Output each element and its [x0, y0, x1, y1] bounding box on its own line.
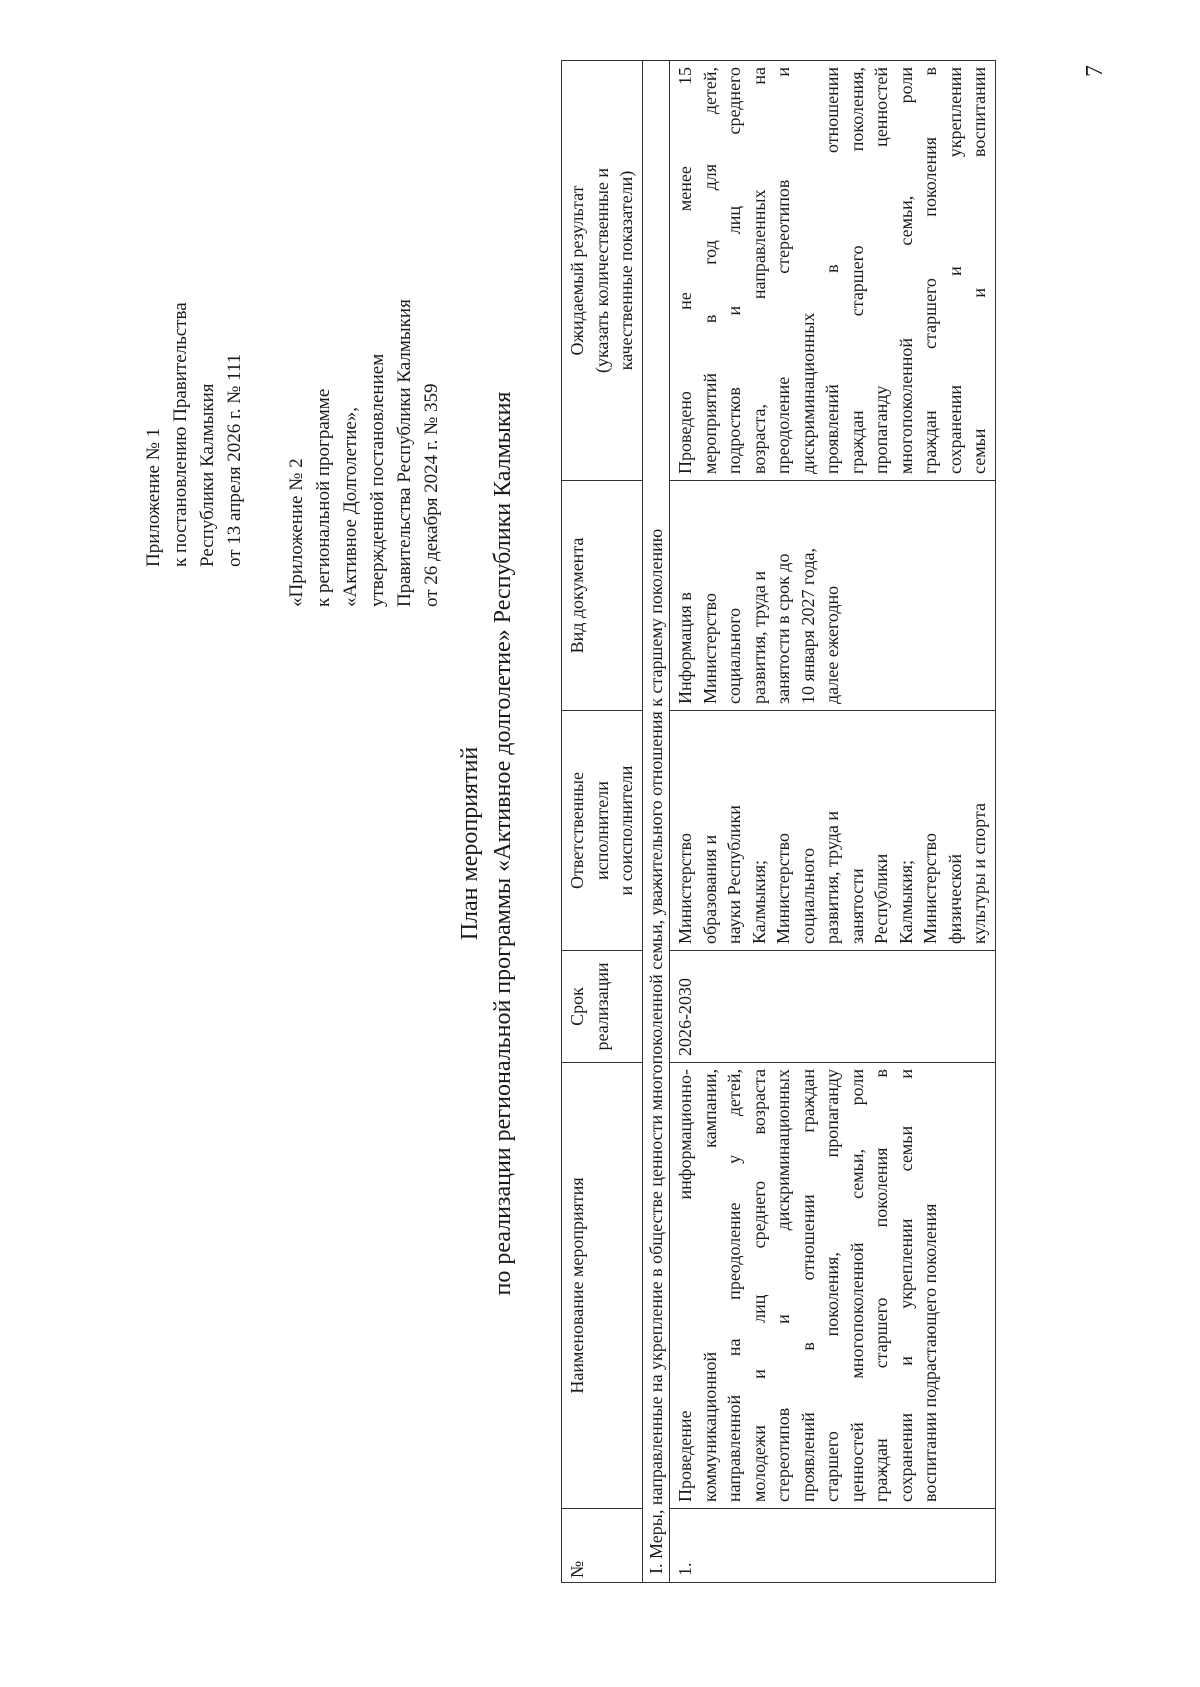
document-type-line: Министерство: [699, 593, 720, 704]
executor-line: Министерство: [920, 833, 940, 944]
document-type-line: социального: [724, 607, 744, 704]
page-number: 7: [1082, 65, 1108, 77]
result-line: дискриминационных: [797, 312, 818, 474]
event-name-line: граждан старшего поколения в: [871, 1069, 891, 1502]
result-line: граждан старшего поколения,: [846, 67, 867, 474]
document-type-line: занятости в срок до: [773, 553, 793, 704]
plan-subtitle: по реализации региональной программы «Активное долголетие» Республики Калмыкия: [490, 391, 516, 1296]
header-term: [562, 951, 643, 1063]
event-name: [670, 1063, 996, 1509]
result-line: возраста, направленных на: [748, 67, 769, 474]
executor-line: развития, труда и: [822, 810, 842, 944]
section-row: [642, 61, 670, 1583]
program-appendix-line: к региональной программе: [313, 388, 334, 607]
result-line: семьи и воспитании: [969, 67, 989, 474]
executor-line: Калмыкия;: [748, 859, 769, 944]
appendix-line: Республики Калмыкия: [197, 383, 218, 567]
header-result: [562, 61, 643, 481]
header-executors-line: исполнители: [591, 781, 612, 880]
executor-line: культуры и спорта: [969, 802, 989, 944]
appendix-line: к постановлению Правительства: [170, 302, 191, 567]
document-type-line: Информация в: [675, 592, 695, 704]
appendix-line: Приложение № 1: [143, 427, 164, 567]
program-appendix-line: «Приложение № 2: [286, 458, 307, 607]
result-line: пропаганду ценностей: [871, 67, 891, 474]
event-name-line: направленной на преодоление у детей,: [724, 1069, 744, 1502]
header-term-line: реализации: [591, 962, 612, 1051]
result-line: сохранении и укреплении: [944, 67, 965, 474]
result-line: подростков и лиц среднего: [724, 67, 744, 474]
result-line: преодоление стереотипов и: [773, 67, 793, 474]
header-executors-line: Ответственные: [567, 772, 587, 889]
event-name-line: старшего поколения, пропаганду: [822, 1069, 842, 1502]
executor-line: физической: [944, 854, 965, 944]
plan-title: План мероприятий: [457, 746, 483, 941]
appendix-header: [140, 87, 248, 567]
header-result-line: (указать количественные и: [591, 167, 612, 374]
table-header-row: [562, 61, 643, 1583]
program-appendix-line: Правительства Республики Калмыкия: [394, 299, 415, 607]
program-appendix-header: [283, 67, 445, 607]
header-document: Вид документа: [562, 481, 643, 711]
event-name-line: молодежи и лиц среднего возраста: [748, 1069, 769, 1502]
result-line: граждан старшего поколения в: [920, 67, 940, 474]
table-row: [670, 61, 996, 1583]
header-executors-line: и соисполнители: [616, 765, 636, 896]
event-name-line: воспитании подрастающего поколения: [920, 1203, 940, 1502]
executor-line: занятости: [846, 868, 867, 944]
result-line: проявлений в отношении: [822, 67, 842, 474]
result-line: мероприятий в год для детей,: [699, 67, 720, 474]
event-name-line: сохранении и укреплении семьи и: [895, 1069, 916, 1502]
document-type-line: далее ежегодно: [822, 585, 842, 704]
document-type-line: 10 января 2027 года,: [797, 547, 818, 704]
appendix-line: от 13 апреля 2026 г. № 111: [224, 353, 245, 567]
header-executors: [562, 711, 643, 951]
expected-result: [670, 61, 996, 481]
header-num: №: [562, 1509, 643, 1583]
executor-line: Министерство: [675, 833, 695, 944]
event-name-line: проявлений в отношении граждан: [797, 1069, 818, 1502]
header-name: Наименование мероприятия: [562, 1063, 643, 1509]
executor-line: социального: [797, 847, 818, 944]
executor-line: науки Республики: [724, 805, 744, 944]
executor-line: Республики: [871, 853, 891, 944]
result-line: Проведено не менее 15: [675, 67, 695, 474]
executor-line: Министерство: [773, 833, 793, 944]
document-type-line: развития, труда и: [748, 570, 769, 704]
result-line: многопоколенной семьи, роли: [895, 67, 916, 474]
event-name-line: Проведение информационно-: [675, 1069, 695, 1502]
plan-table: [561, 60, 996, 1583]
event-name-line: стереотипов и дискриминационных: [773, 1069, 793, 1502]
program-appendix-line: утвержденной постановлением: [367, 353, 388, 607]
executor-line: образования и: [699, 834, 720, 944]
header-result-line: качественные показатели): [616, 170, 636, 371]
header-result-line: Ожидаемый результат: [567, 185, 587, 356]
executor-line: Калмыкия;: [895, 859, 916, 944]
row-number: 1.: [670, 1509, 996, 1583]
executors: [670, 711, 996, 951]
document-type: [670, 481, 996, 711]
program-appendix-line: «Активное Долголетие»,: [340, 406, 361, 607]
event-name-line: коммуникационной кампании,: [699, 1069, 720, 1502]
term-value: 2026-2030: [670, 951, 996, 1063]
event-name-line: ценностей многопоколенной семьи, роли: [846, 1069, 867, 1502]
header-term-line: Срок: [567, 987, 587, 1026]
section-title: I. Меры, направленные на укрепление в обществе ценности многопоколенной семьи, уважительного отношения к старшему поколению: [642, 61, 670, 1583]
program-appendix-line: от 26 декабря 2024 г. № 359: [421, 383, 442, 607]
